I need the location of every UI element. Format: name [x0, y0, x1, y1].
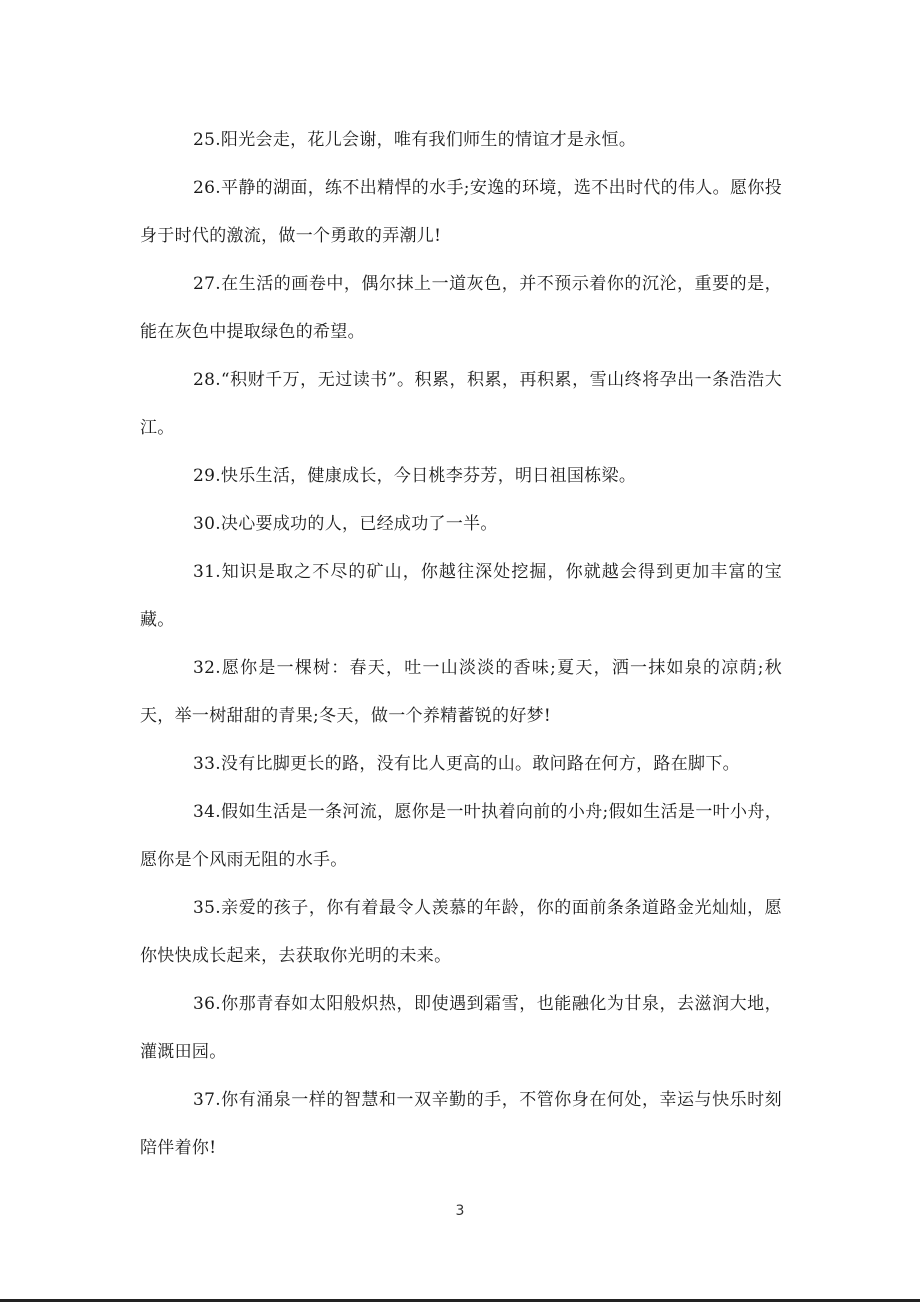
paragraph-36: 36.你那青春如太阳般炽热，即使遇到霜雪，也能融化为甘泉，去滋润大地，灌溉田园。	[140, 994, 782, 1062]
paragraph-37: 37.你有涌泉一样的智慧和一双辛勤的手，不管你身在何处，幸运与快乐时刻陪伴着你!	[140, 1090, 782, 1158]
page-number: 3	[455, 1203, 465, 1219]
document-body	[140, 116, 782, 1172]
paragraph-29: 29.快乐生活，健康成长，今日桃李芬芳，明日祖国栋梁。	[193, 466, 637, 486]
paragraph-25: 25.阳光会走，花儿会谢，唯有我们师生的情谊才是永恒。	[193, 130, 637, 150]
paragraph-27: 27.在生活的画卷中，偶尔抹上一道灰色，并不预示着你的沉沦，重要的是，能在灰色中提取绿色的希望。	[140, 274, 782, 342]
paragraph-26: 26.平静的湖面，练不出精悍的水手;安逸的环境，选不出时代的伟人。愿你投身于时代的激流，做一个勇敢的弄潮儿!	[140, 178, 782, 246]
paragraph-33: 33.没有比脚更长的路，没有比人更高的山。敢问路在何方，路在脚下。	[193, 754, 740, 774]
paragraph-35: 35.亲爱的孩子，你有着最令人羡慕的年龄，你的面前条条道路金光灿灿，愿你快快成长起来，去获取你光明的未来。	[140, 898, 782, 966]
paragraph-34: 34.假如生活是一条河流，愿你是一叶执着向前的小舟;假如生活是一叶小舟，愿你是个风雨无阻的水手。	[140, 802, 782, 870]
paragraph-31: 31.知识是取之不尽的矿山，你越往深处挖掘，你就越会得到更加丰富的宝藏。	[140, 562, 782, 630]
paragraph-32: 32.愿你是一棵树：春天，吐一山淡淡的香味;夏天，洒一抹如泉的凉荫;秋天，举一树甜甜的青果;冬天，做一个养精蓄锐的好梦!	[140, 658, 782, 726]
paragraph-28: 28.“积财千万，无过读书”。积累，积累，再积累，雪山终将孕出一条浩浩大江。	[140, 370, 782, 438]
paragraph-30: 30.决心要成功的人，已经成功了一半。	[193, 514, 498, 534]
